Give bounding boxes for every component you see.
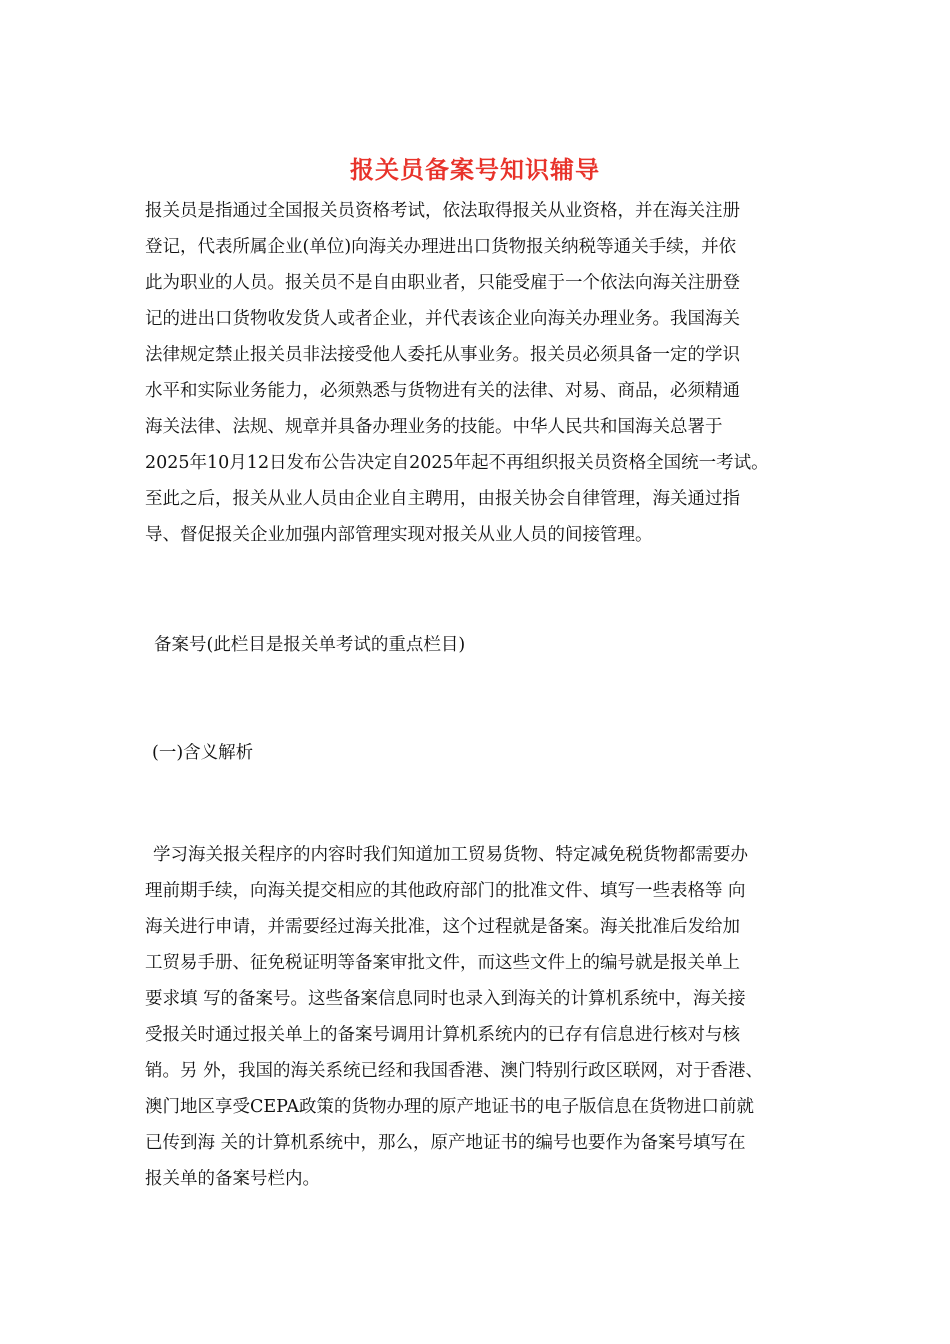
intro-line: 报关员是指通过全国报关员资格考试，依法取得报关从业资格，并在海关注册 — [145, 201, 740, 221]
body-line: 要求填 写的备案号。这些备案信息同时也录入到海关的计算机系统中，海关接 — [145, 989, 746, 1009]
intro-line: 记的进出口货物收发货人或者企业，并代表该企业向海关办理业务。我国海关 — [145, 309, 740, 329]
intro-line: 水平和实际业务能力，必须熟悉与货物进有关的法律、对易、商品，必须精通 — [145, 381, 740, 401]
intro-line: 此为职业的人员。报关员不是自由职业者，只能受雇于一个依法向海关注册登 — [145, 273, 740, 293]
body-line: 销。另 外，我国的海关系统已经和我国香港、澳门特别行政区联网，对于香港、 — [145, 1061, 764, 1081]
subsection-heading: (一)含义解析 — [152, 743, 254, 763]
intro-line: 登记，代表所属企业(单位)向海关办理进出口货物报关纳税等通关手续，并依 — [145, 237, 737, 257]
body-line: 海关进行申请，并需要经过海关批准，这个过程就是备案。海关批准后发给加 — [145, 917, 740, 937]
document-title: 报关员备案号知识辅导 — [350, 156, 600, 184]
body-line: 澳门地区享受CEPA政策的货物办理的原产地证书的电子版信息在货物进口前就 — [145, 1097, 754, 1117]
intro-line: 至此之后，报关从业人员由企业自主聘用，由报关协会自律管理，海关通过指 — [145, 489, 740, 509]
section-heading: 备案号(此栏目是报关单考试的重点栏目) — [154, 635, 466, 655]
body-line: 受报关时通过报关单上的备案号调用计算机系统内的已存有信息进行核对与核 — [145, 1025, 740, 1045]
intro-line: 导、督促报关企业加强内部管理实现对报关从业人员的间接管理。 — [145, 525, 653, 545]
body-line: 理前期手续，向海关提交相应的其他政府部门的批准文件、填写一些表格等 向 — [145, 881, 746, 901]
body-line: 学习海关报关程序的内容时我们知道加工贸易货物、特定减免税货物都需要办 — [153, 845, 748, 865]
body-line: 已传到海 关的计算机系统中，那么，原产地证书的编号也要作为备案号填写在 — [145, 1133, 746, 1153]
intro-line: 法律规定禁止报关员非法接受他人委托从事业务。报关员必须具备一定的学识 — [145, 345, 740, 365]
intro-line: 海关法律、法规、规章并具备办理业务的技能。中华人民共和国海关总署于 — [145, 417, 723, 437]
intro-line: 2025年10月12日发布公告决定自2025年起不再组织报关员资格全国统一考试。 — [145, 453, 769, 473]
body-line: 工贸易手册、征免税证明等备案审批文件，而这些文件上的编号就是报关单上 — [145, 953, 740, 973]
body-line: 报关单的备案号栏内。 — [145, 1169, 320, 1189]
